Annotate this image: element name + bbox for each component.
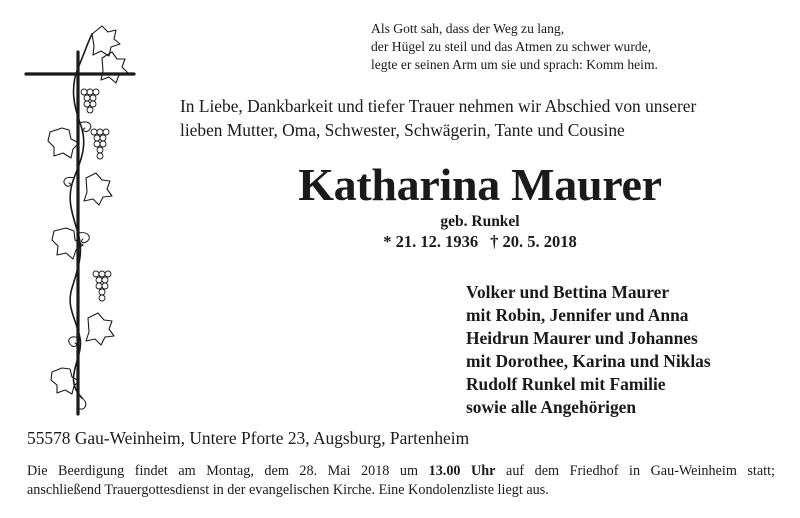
death-date: † 20. 5. 2018 — [490, 232, 577, 251]
mourner-line: Rudolf Runkel mit Familie — [466, 374, 666, 394]
life-dates — [180, 231, 780, 253]
mourner-line: sowie alle Angehörigen — [466, 397, 637, 417]
quote-line: Als Gott sah, dass der Weg zu lang, — [371, 21, 565, 36]
quote-line: der Hügel zu steil und das Atmen zu schwer wurde, — [371, 39, 652, 54]
intro-text — [180, 94, 780, 142]
intro-line: In Liebe, Dankbarkeit und tiefer Trauer nehmen wir Abschied von unserer — [180, 96, 697, 116]
maiden-name: geb. Runkel — [440, 213, 520, 230]
deceased-name: Katharina Maurer — [298, 159, 662, 210]
address-line: 55578 Gau-Weinheim, Untere Pforte 23, Augsburg, Partenheim — [27, 428, 470, 448]
funeral-time: 13.00 Uhr — [428, 463, 496, 479]
quote-line: legte er seinen Arm um sie und sprach: Komm heim. — [371, 57, 658, 72]
birth-date: * 21. 12. 1936 — [383, 232, 479, 251]
mourner-line: mit Dorothee, Karina und Niklas — [466, 351, 711, 371]
funeral-line-2: anschließend Trauergottesdienst in der evangelischen Kirche. Eine Kondolenzliste liegt aus. — [27, 482, 549, 498]
funeral-text: auf dem Friedhof in Gau-Weinheim statt; — [506, 463, 775, 479]
mourner-line: mit Robin, Jennifer und Anna — [466, 305, 689, 325]
funeral-text: Die Beerdigung findet am Montag, dem 28. Mai 2018 um — [27, 463, 419, 479]
bereavement-quote — [371, 20, 771, 74]
mourner-line: Heidrun Maurer und Johannes — [466, 328, 698, 348]
mourner-line: Volker und Bettina Maurer — [466, 282, 670, 302]
funeral-info — [27, 462, 775, 500]
cross-with-grapevine-icon — [22, 18, 147, 418]
funeral-line-1 — [27, 462, 775, 481]
mourners-list — [466, 281, 786, 419]
intro-line: lieben Mutter, Oma, Schwester, Schwägerin, Tante und Cousine — [180, 120, 625, 140]
